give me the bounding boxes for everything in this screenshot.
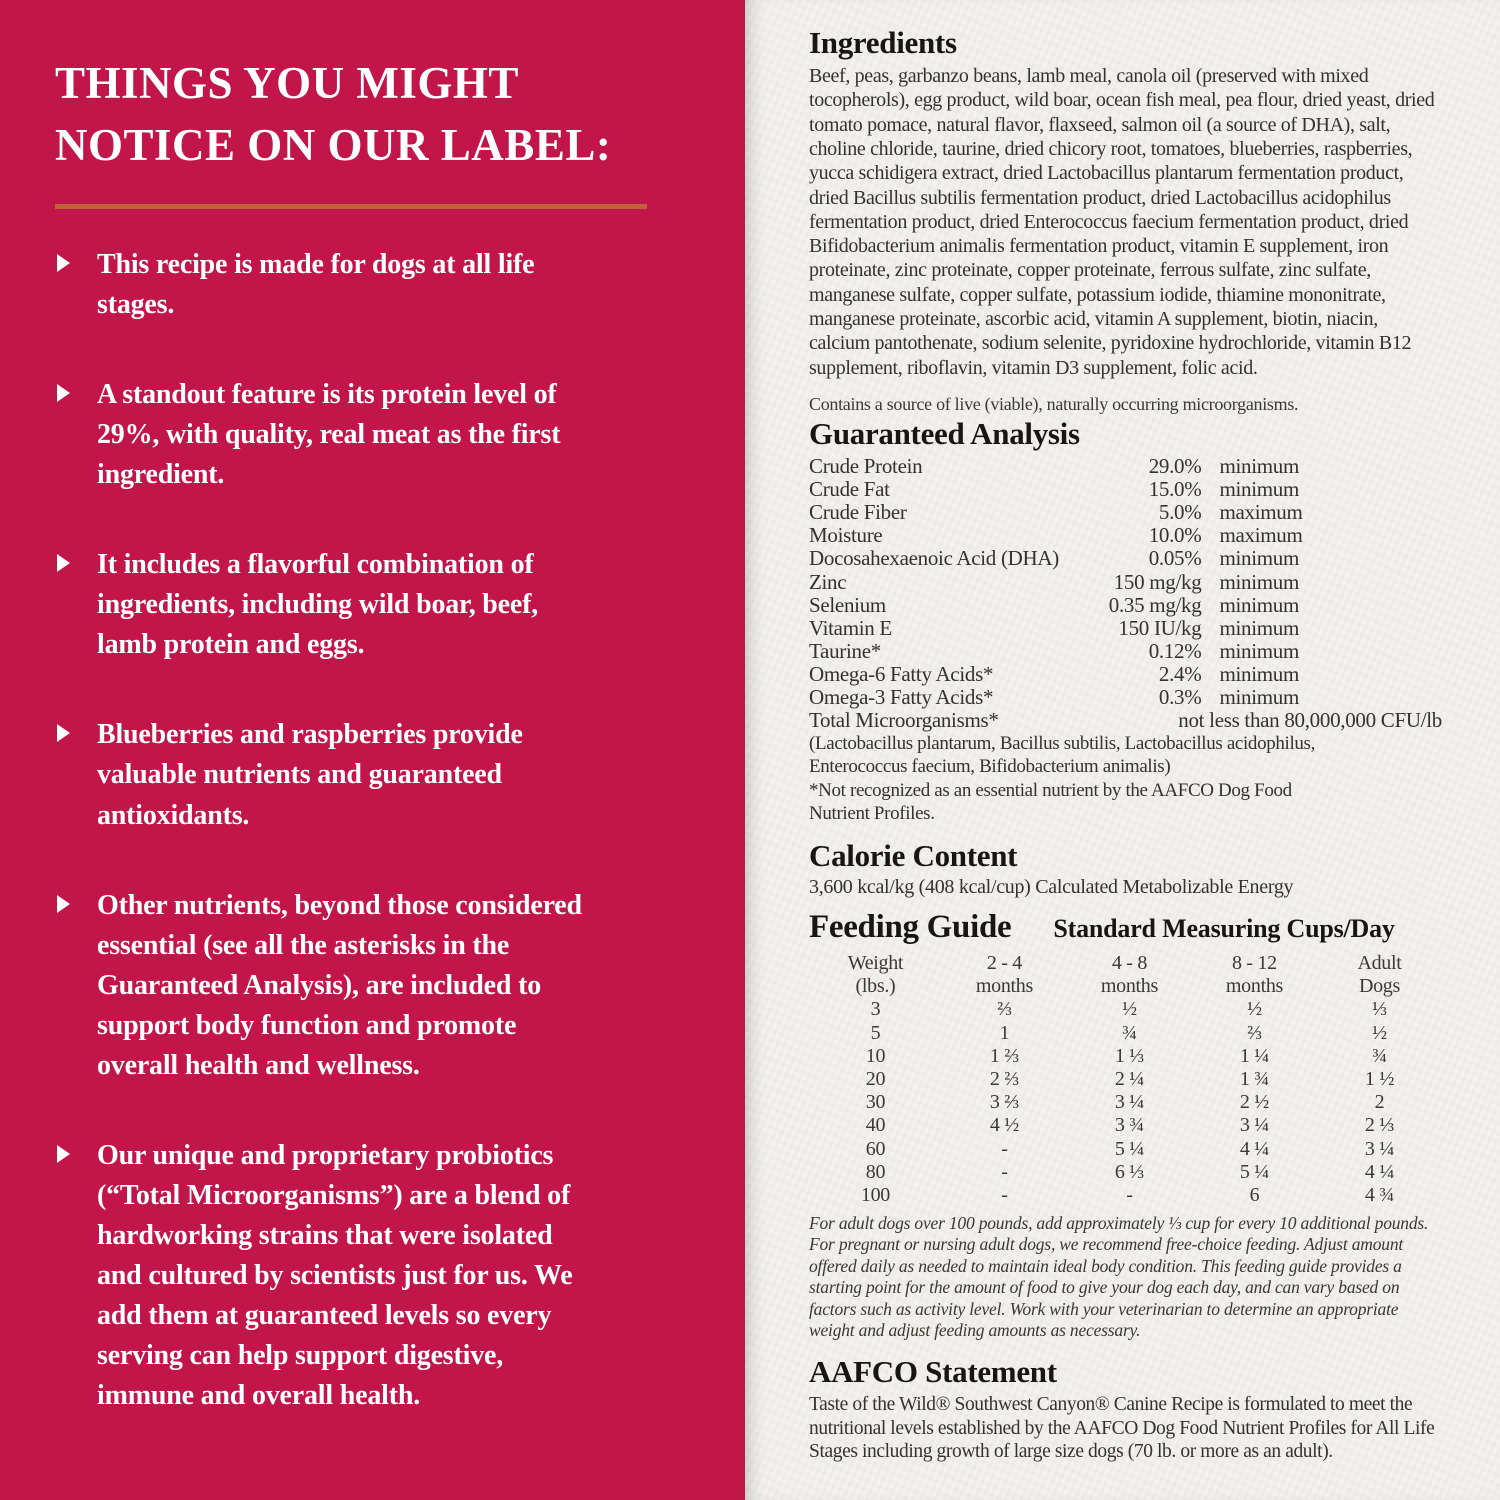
feeding-guide-subheading: Standard Measuring Cups/Day: [1053, 914, 1395, 944]
table-cell: 2 ½: [1239, 1091, 1270, 1114]
table-row: [809, 1184, 1442, 1207]
feeding-guide-table: [809, 952, 1442, 1207]
table-cell: 2.4%: [1158, 661, 1202, 686]
table-cell: minimum: [1219, 684, 1300, 709]
table-header-row: [809, 952, 1442, 998]
table-cell: 1 ¼: [1239, 1044, 1270, 1067]
table-cell: 29.0%: [1148, 454, 1202, 479]
guaranteed-analysis-rows: [809, 455, 1442, 709]
table-cell: ⅔: [1247, 1021, 1262, 1044]
table-row: [809, 1022, 1442, 1045]
table-row: [809, 1161, 1442, 1184]
table-row: [809, 478, 1442, 501]
guaranteed-analysis-heading: Guaranteed Analysis: [809, 415, 1080, 451]
table-cell: 5: [870, 1021, 881, 1044]
triangle-bullet-icon: [57, 724, 70, 742]
table-cell: Crude Fiber: [809, 500, 907, 525]
nutrition-info-panel: [745, 0, 1500, 1500]
table-row: [809, 663, 1442, 686]
column-header: Weight (lbs.): [847, 952, 904, 998]
table-cell: 4 ¾: [1364, 1183, 1395, 1206]
bullet-text: It includes a flavorful combination of ingredients, including wild boar, beef, lamb protein and eggs.: [97, 549, 539, 661]
table-row: [809, 617, 1442, 640]
table-row: [809, 571, 1442, 594]
table-cell: 1 ⅓: [1114, 1044, 1144, 1067]
table-row: [809, 547, 1442, 570]
table-cell: 5.0%: [1158, 500, 1202, 525]
table-row: [809, 455, 1442, 478]
table-cell: minimum: [1219, 638, 1300, 663]
table-row: [809, 640, 1442, 663]
list-item: [55, 245, 707, 325]
table-cell: minimum: [1219, 569, 1300, 594]
bullet-text: This recipe is made for dogs at all life stages.: [97, 249, 535, 321]
table-cell: 4 ¼: [1239, 1137, 1270, 1160]
table-cell: 5 ¼: [1114, 1137, 1144, 1160]
table-cell: ⅓: [1372, 998, 1387, 1021]
table-cell: 2 ⅓: [1364, 1114, 1395, 1137]
table-cell: Taurine*: [809, 638, 881, 663]
list-item: [55, 715, 707, 835]
table-cell: Docosahexaenoic Acid (DHA): [809, 546, 1059, 571]
table-cell: -: [1001, 1137, 1008, 1160]
feeding-guide-header: [809, 909, 1442, 946]
table-cell: 3 ¼: [1364, 1137, 1395, 1160]
table-row: [809, 1045, 1442, 1068]
table-cell: 10: [865, 1044, 886, 1067]
table-cell: minimum: [1219, 592, 1300, 617]
list-item: [55, 1136, 707, 1416]
table-cell: 1: [999, 1021, 1010, 1044]
calorie-content-value: 3,600 kcal/kg (408 kcal/cup) Calculated Metabolizable Energy: [809, 876, 1294, 899]
table-cell: 2 ¼: [1114, 1068, 1144, 1091]
feeding-guide-footnote: For adult dogs over 100 pounds, add approximately ⅓ cup for every 10 additional pounds. For pregnant or nursing adult dogs, we recommend free-choice feeding. Adjust amount offered daily as needed to maintain ideal body condition. This feeding guide provides a starting point for the amount of food to give your dog each day, and can vary based on factors such as activity level. Work with your veterinarian to determine an appropriate weight and adjust feeding amounts as necessary.: [809, 1213, 1429, 1340]
list-item: [55, 545, 707, 665]
table-cell: 100: [860, 1183, 891, 1206]
column-header: 4 - 8 months: [1100, 952, 1158, 998]
feeding-guide-column-headers: [809, 952, 1442, 998]
table-cell: minimum: [1219, 454, 1300, 479]
column-header: 2 - 4 months: [975, 952, 1033, 998]
table-cell: 6 ⅓: [1114, 1160, 1144, 1183]
feeding-guide-rows: [809, 998, 1442, 1207]
table-cell: 1 ¾: [1239, 1068, 1270, 1091]
table-cell: minimum: [1219, 661, 1300, 686]
table-cell: 3: [870, 998, 881, 1021]
bullet-text: Blueberries and raspberries provide valuable nutrients and guaranteed antioxidants.: [97, 719, 523, 831]
guaranteed-analysis-table: [809, 455, 1442, 709]
feeding-guide-heading: Feeding Guide: [809, 909, 1012, 946]
table-cell: 3 ¼: [1114, 1091, 1144, 1114]
table-cell: ¾: [1372, 1044, 1387, 1067]
table-cell: 3 ⅔: [989, 1091, 1019, 1114]
divider-rule: [55, 204, 647, 209]
calorie-content-heading: Calorie Content: [809, 838, 1018, 874]
table-cell: 2 ⅔: [989, 1068, 1019, 1091]
probiotic-species-note: (Lactobacillus plantarum, Bacillus subtilis, Lactobacillus acidophilus, Enterococcus faecium, Bifidobacterium animalis): [809, 733, 1315, 777]
bullet-text: A standout feature is its protein level of 29%, with quality, real meat as the first ingredient.: [97, 379, 561, 491]
table-cell: Omega-6 Fatty Acids*: [809, 661, 994, 686]
total-microorganisms-label: Total Microorganisms*: [809, 708, 999, 733]
contains-microorganisms-note: Contains a source of live (viable), naturally occurring microorganisms.: [809, 393, 1299, 414]
triangle-bullet-icon: [57, 1145, 70, 1163]
table-cell: minimum: [1219, 477, 1300, 502]
table-cell: 2: [1374, 1091, 1385, 1114]
table-cell: 60: [865, 1137, 886, 1160]
bullet-text: Other nutrients, beyond those considered essential (see all the asterisks in the Guaranteed Analysis), are included to support body function and promote overall health and wellness.: [97, 889, 582, 1081]
table-cell: 30: [865, 1091, 886, 1114]
table-row: [809, 686, 1442, 709]
table-cell: 0.05%: [1148, 546, 1202, 571]
table-cell: -: [1001, 1160, 1008, 1183]
table-row: [809, 1068, 1442, 1091]
table-cell: 3 ¾: [1114, 1114, 1144, 1137]
table-row: [809, 1138, 1442, 1161]
table-cell: ¾: [1122, 1021, 1137, 1044]
table-cell: Moisture: [809, 523, 883, 548]
table-cell: -: [1126, 1183, 1133, 1206]
table-cell: ½: [1122, 998, 1137, 1021]
table-cell: -: [1001, 1183, 1008, 1206]
table-cell: 1 ½: [1364, 1068, 1395, 1091]
asterisk-footnote: *Not recognized as an essential nutrient by the AAFCO Dog Food Nutrient Profiles.: [809, 779, 1292, 824]
total-microorganisms-value: not less than 80,000,000 CFU/lb: [1178, 708, 1442, 733]
total-microorganisms-row: [809, 709, 1442, 732]
table-cell: maximum: [1219, 523, 1303, 548]
list-item: [55, 886, 707, 1086]
table-cell: ½: [1372, 1021, 1387, 1044]
aafco-statement-heading: AAFCO Statement: [809, 1354, 1057, 1390]
table-cell: 1 ⅔: [989, 1044, 1019, 1067]
table-cell: 6: [1249, 1183, 1260, 1206]
table-cell: 0.12%: [1148, 638, 1202, 663]
table-cell: 10.0%: [1148, 523, 1202, 548]
triangle-bullet-icon: [57, 554, 70, 572]
table-cell: minimum: [1219, 615, 1300, 640]
table-cell: minimum: [1219, 546, 1300, 571]
table-row: [809, 1091, 1442, 1114]
triangle-bullet-icon: [57, 895, 70, 913]
triangle-bullet-icon: [57, 384, 70, 402]
table-cell: 40: [865, 1114, 886, 1137]
table-cell: 20: [865, 1068, 886, 1091]
table-row: [809, 998, 1442, 1021]
table-cell: Omega-3 Fatty Acids*: [809, 684, 994, 709]
table-cell: 150 mg/kg: [1113, 569, 1202, 594]
table-cell: 0.3%: [1158, 684, 1202, 709]
bullet-text: Our unique and proprietary probiotics (“Total Microorganisms”) are a blend of hardworking strains that were isolated and cultured by scientists just for us. We add them at guaranteed levels so every serving can help support digestive, immune and overall health.: [97, 1139, 573, 1411]
table-cell: 3 ¼: [1239, 1114, 1270, 1137]
table-row: [809, 594, 1442, 617]
panel-title: THINGS YOU MIGHT NOTICE ON OUR LABEL:: [55, 58, 612, 171]
table-cell: 0.35 mg/kg: [1108, 592, 1202, 617]
ingredients-heading: Ingredients: [809, 25, 957, 60]
table-row: [809, 501, 1442, 524]
table-cell: Crude Protein: [809, 454, 923, 479]
table-cell: Selenium: [809, 592, 886, 617]
table-cell: maximum: [1219, 500, 1303, 525]
table-row: [809, 1114, 1442, 1137]
table-cell: 4 ¼: [1364, 1160, 1395, 1183]
left-highlights-panel: [0, 0, 745, 1500]
table-cell: Crude Fat: [809, 477, 890, 502]
list-item: [55, 375, 707, 495]
table-cell: Vitamin E: [809, 615, 892, 640]
table-cell: 80: [865, 1160, 886, 1183]
column-header: Adult Dogs: [1357, 952, 1402, 998]
table-cell: 4 ½: [989, 1114, 1019, 1137]
table-cell: Zinc: [809, 569, 847, 594]
ingredients-paragraph: Beef, peas, garbanzo beans, lamb meal, canola oil (preserved with mixed tocopherols), egg product, wild boar, ocean fish meal, pea flour, dried yeast, dried tomato pomace, natural flavor, flaxseed, salmon oil (a source of DHA), salt, choline chloride, taurine, dried chicory root, tomatoes, blueberries, raspberries, yucca schidigera extract, dried Lactobacillus plantarum fermentation product, dried Bacillus subtilis fermentation product, dried Lactobacillus acidophilus fermentation product, dried Enterococcus faecium fermentation product, dried Bifidobacterium animalis fermentation product, vitamin E supplement, iron proteinate, zinc proteinate, copper proteinate, ferrous sulfate, zinc sulfate, manganese sulfate, copper sulfate, potassium iodide, thiamine mononitrate, manganese proteinate, ascorbic acid, vitamin A supplement, biotin, niacin, calcium pantothenate, sodium selenite, pyridoxine hydrochloride, vitamin B12 supplement, riboflavin, vitamin D3 supplement, folic acid.: [809, 65, 1435, 379]
table-cell: 5 ¼: [1239, 1160, 1270, 1183]
table-cell: ½: [1247, 998, 1262, 1021]
table-cell: 150 IU/kg: [1118, 615, 1202, 640]
table-cell: 15.0%: [1148, 477, 1202, 502]
aafco-statement-text: Taste of the Wild® Southwest Canyon® Canine Recipe is formulated to meet the nutritional levels established by the AAFCO Dog Food Nutrient Profiles for All Life Stages including growth of large size dogs (70 lb. or more as an adult).: [809, 1394, 1435, 1463]
column-header: 8 - 12 months: [1225, 952, 1284, 998]
table-row: [809, 524, 1442, 547]
table-cell: ⅔: [997, 998, 1012, 1021]
highlights-list: [55, 245, 707, 1416]
triangle-bullet-icon: [57, 254, 70, 272]
